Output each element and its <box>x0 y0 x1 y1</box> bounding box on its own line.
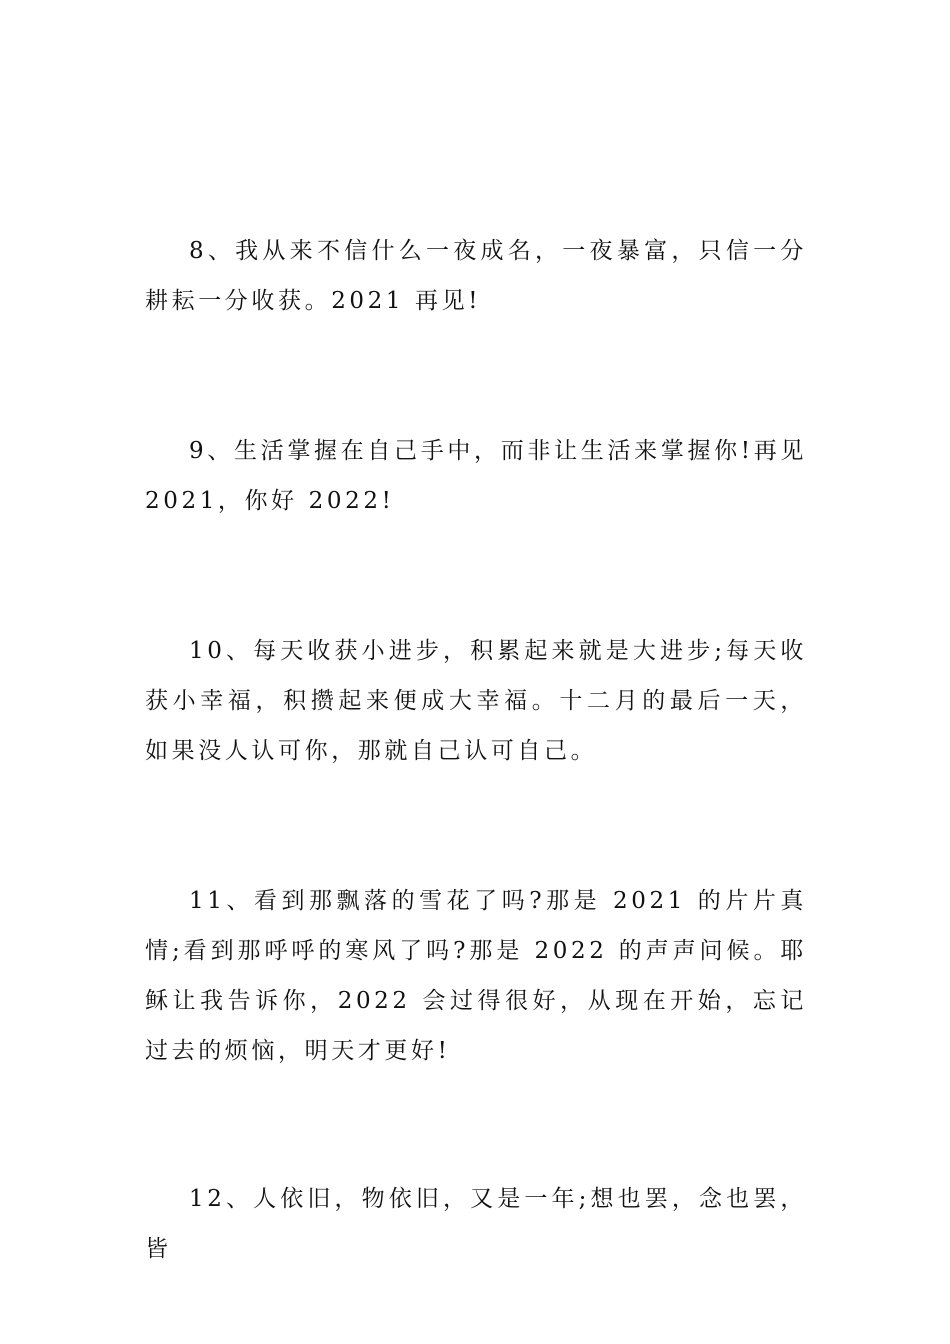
paragraph-9: 9、生活掌握在自己手中，而非让生活来掌握你!再见 2021，你好 2022! <box>145 438 807 514</box>
paragraph-8: 8、我从来不信什么一夜成名，一夜暴富，只信一分耕耘一分收获。2021 再见! <box>145 238 807 314</box>
paragraph-10: 10、每天收获小进步，积累起来就是大进步;每天收获小幸福，积攒起来便成大幸福。十二月的最后一天，如果没人认可你，那就自己认可自己。 <box>145 638 807 764</box>
paragraph-12: 12、人依旧，物依旧，又是一年;想也罢，念也罢，皆 <box>145 1186 807 1262</box>
paragraph-11: 11、看到那飘落的雪花了吗?那是 2021 的片片真情;看到那呼呼的寒风了吗?那是 2022 的声声问候。耶稣让我告诉你，2022 会过得很好，从现在开始，忘记过去的烦恼，明天才更好! <box>145 888 807 1064</box>
